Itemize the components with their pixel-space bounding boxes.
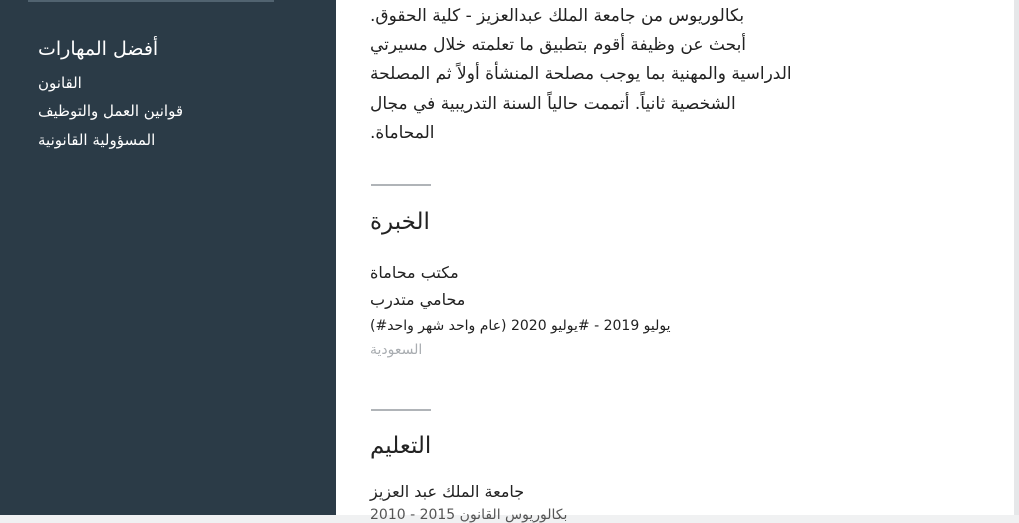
summary-line-4: الشخصية ثانياً. أتممت حالياً السنة التدريبية في مجال <box>370 94 736 114</box>
skill-item-labor-law: قوانين العمل والتوظيف <box>38 102 183 120</box>
sidebar <box>0 0 336 515</box>
summary-line-1: بكالوريوس من جامعة الملك عبدالعزيز - كلية الحقوق. <box>370 6 745 26</box>
education-divider <box>371 409 431 411</box>
education-degree-partial <box>370 507 790 523</box>
experience-role: محامي متدرب <box>370 290 466 309</box>
education-school: جامعة الملك عبد العزيز <box>370 482 525 501</box>
sidebar-divider <box>28 0 274 2</box>
experience-location: السعودية <box>370 342 423 358</box>
skill-item-legal-liability: المسؤولية القانونية <box>38 131 156 149</box>
summary-line-5: المحاماة. <box>370 123 435 143</box>
experience-company: مكتب محاماة <box>370 263 459 282</box>
experience-divider <box>371 184 431 186</box>
page-edge <box>1014 0 1019 515</box>
skill-item-law: القانون <box>38 74 82 92</box>
summary-line-3: الدراسية والمهنية بما يوجب مصلحة المنشأة أولاً ثم المصلحة <box>370 64 792 84</box>
summary-line-2: أبحث عن وظيفة أقوم بتطبيق ما تعلمته خلال مسيرتي <box>370 35 747 55</box>
main-content <box>336 0 1014 523</box>
education-title: التعليم <box>370 433 432 459</box>
experience-title: الخبرة <box>370 209 430 235</box>
experience-period: (#يوليو 2019 - #يوليو 2020 (عام واحد شهر واحد <box>370 318 671 334</box>
skills-title: أفضل المهارات <box>38 38 159 60</box>
education-degree-text: 2010 - 2015 بكالوريوس القانون <box>370 507 568 523</box>
